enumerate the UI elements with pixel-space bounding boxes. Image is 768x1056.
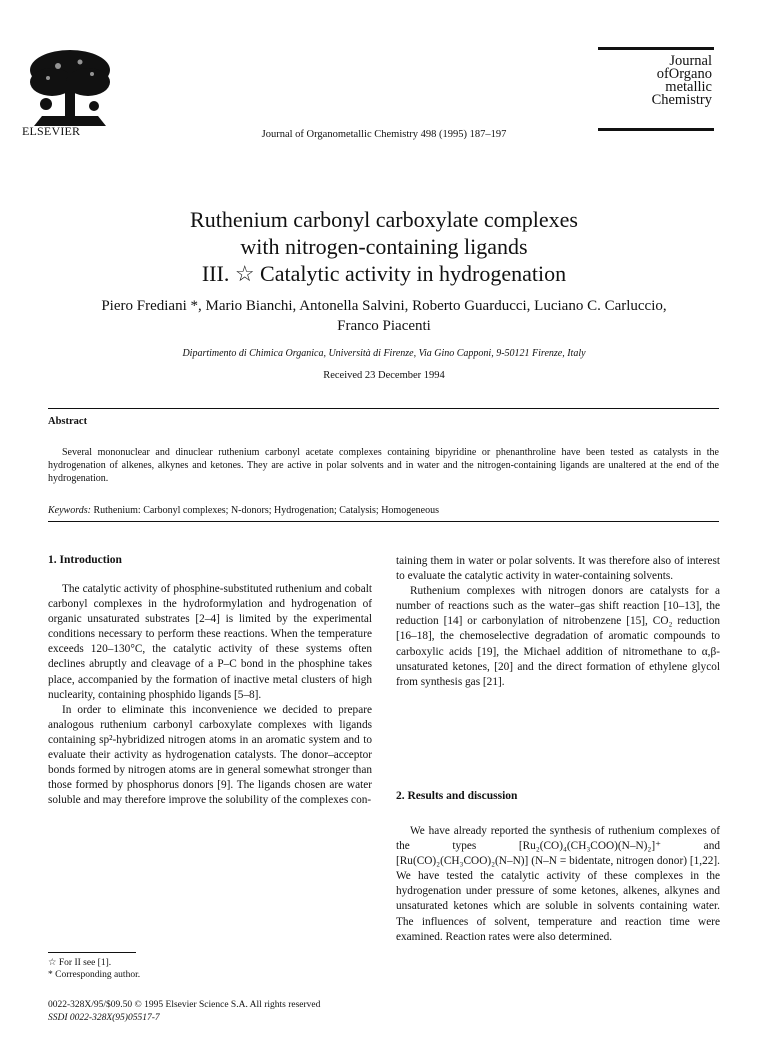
abstract-heading: Abstract [48, 416, 88, 427]
section-heading-introduction: 1. Introduction [48, 554, 122, 566]
left-column-text [48, 582, 372, 808]
publisher-name: ELSEVIER [22, 124, 81, 138]
right-paragraph-2: Ruthenium complexes with nitrogen donors are catalysts for a number of reactions such as the water–gas shift reaction [10–13], the reduction [14] or carbonylation of nitrobenzene [15], CO₂ reduction [16–18], the chemoselective degradation of aromatic compounds to carboxylic acids [19], the Michael addition of nitromethane to α,β-unsaturated ketones, [20] and the direct formation of ethylene glycol from synthesis gas [21]. [396, 585, 720, 688]
keywords-list: Ruthenium: Carbonyl complexes; N-donors; Hydrogenation; Catalysis; Homogeneous [93, 505, 439, 516]
footnote-2: * Corresponding author. [48, 970, 141, 980]
title-line-3: III. ☆ Catalytic activity in hydrogenation [201, 261, 567, 286]
authors-line-1: Piero Frediani *, Mario Bianchi, Antonella Salvini, Roberto Guarducci, Luciano C. Carluccio, [101, 298, 667, 314]
abstract-rule-bottom [48, 521, 719, 522]
journal-citation: Journal of Organometallic Chemistry 498 (1995) 187–197 [261, 129, 507, 140]
journal-mark-rule-top [598, 47, 714, 50]
journal-mark-rule-bottom [598, 128, 714, 131]
article-title [0, 206, 768, 287]
journal-mark [600, 55, 712, 125]
affiliation: Dipartimento di Chimica Organica, Università di Firenze, Via Gino Capponi, 9-50121 Firenze, Italy [182, 348, 586, 359]
section-heading-results: 2. Results and discussion [396, 790, 518, 802]
journal-mark-line-1: Journal [669, 53, 712, 69]
ssdi-line: SSDI 0022-328X(95)05517-7 [48, 1012, 160, 1023]
footnotes [48, 957, 140, 981]
results-column-text [396, 824, 720, 945]
copyright-block [48, 999, 320, 1024]
abstract-text: Several mononuclear and dinuclear ruthenium carbonyl acetate complexes containing bipyridine or phenanthroline have been tested as catalysts in the hydrogenation of alkenes, alkynes and ketones. They are active in polar solvents and in water and the nitrogen-containing ligands are unaltered at the end of the hydrogenation. [48, 447, 719, 484]
footnote-1: ☆ For II see [1]. [48, 958, 112, 968]
intro-paragraph-2: In order to eliminate this inconvenience we decided to prepare analogous ruthenium carbonyl carboxylate complexes with ligands containing sp²-hybridized nitrogen atoms in an aromatic system and to evaluate their activity as hydrogenation catalysts. The donor–acceptor bonds formed by nitrogen atoms are in general somewhat stronger than those formed by phosphorus donors [9]. The ligands chosen are water soluble and may therefore improve the solubility of the complexes con- [48, 703, 372, 807]
keywords [48, 505, 439, 516]
received-date: Received 23 December 1994 [323, 370, 445, 381]
intro-paragraph-1: The catalytic activity of phosphine-substituted ruthenium and cobalt carbonyl complexes in the hydroformylation and hydrogenation of organic unsaturated substrates [2–4] is limited by the experimental conditions necessary to perform these reactions. When the temperature exceeds 120–130°C, the catalytic activity of these systems often declines abruptly and cleavage of a P–C bond in the phosphine takes place, accompanied by the formation of inactive metal clusters of high nuclearity, containing phosphido ligands [5–8]. [48, 583, 372, 701]
elsevier-tree-logo [22, 46, 118, 132]
right-paragraph-1: taining them in water or polar solvents. It was therefore also of interest to evaluate the catalytic activity in water-containing solvents. [396, 555, 720, 583]
journal-mark-line-2: ofOrgano [656, 66, 712, 82]
journal-mark-line-4: Chemistry [651, 92, 712, 108]
results-paragraph-1: We have already reported the synthesis of ruthenium complexes of the types [Ru₂(CO)₄(CH₃COO)(N–N)₂]⁺ and [Ru(CO)₂(CH₃COO)₂(N–N)] (N–N = bidentate, nitrogen donor) [1,22]. We have tested the catalytic activity of these complexes in the hydrogenation under pressure of some ketones, alkenes, alkynes and unsaturated ketones which are soluble in solvents containing water. The influences of solvent, temperature and reaction time were examined. Reaction rates were also determined. [396, 825, 720, 943]
footnote-rule [48, 952, 136, 953]
copyright-line: 0022-328X/95/$09.50 © 1995 Elsevier Science S.A. All rights reserved [48, 1000, 321, 1010]
authors-line-2: Franco Piacenti [337, 318, 431, 334]
author-list [30, 296, 738, 336]
abstract-rule-top [48, 408, 719, 409]
keywords-label: Keywords: [48, 505, 91, 516]
title-line-1: Ruthenium carbonyl carboxylate complexes [190, 207, 578, 232]
right-column-text [396, 554, 720, 690]
title-line-2: with nitrogen-containing ligands [240, 234, 528, 259]
journal-mark-line-3: metallic [665, 79, 712, 95]
